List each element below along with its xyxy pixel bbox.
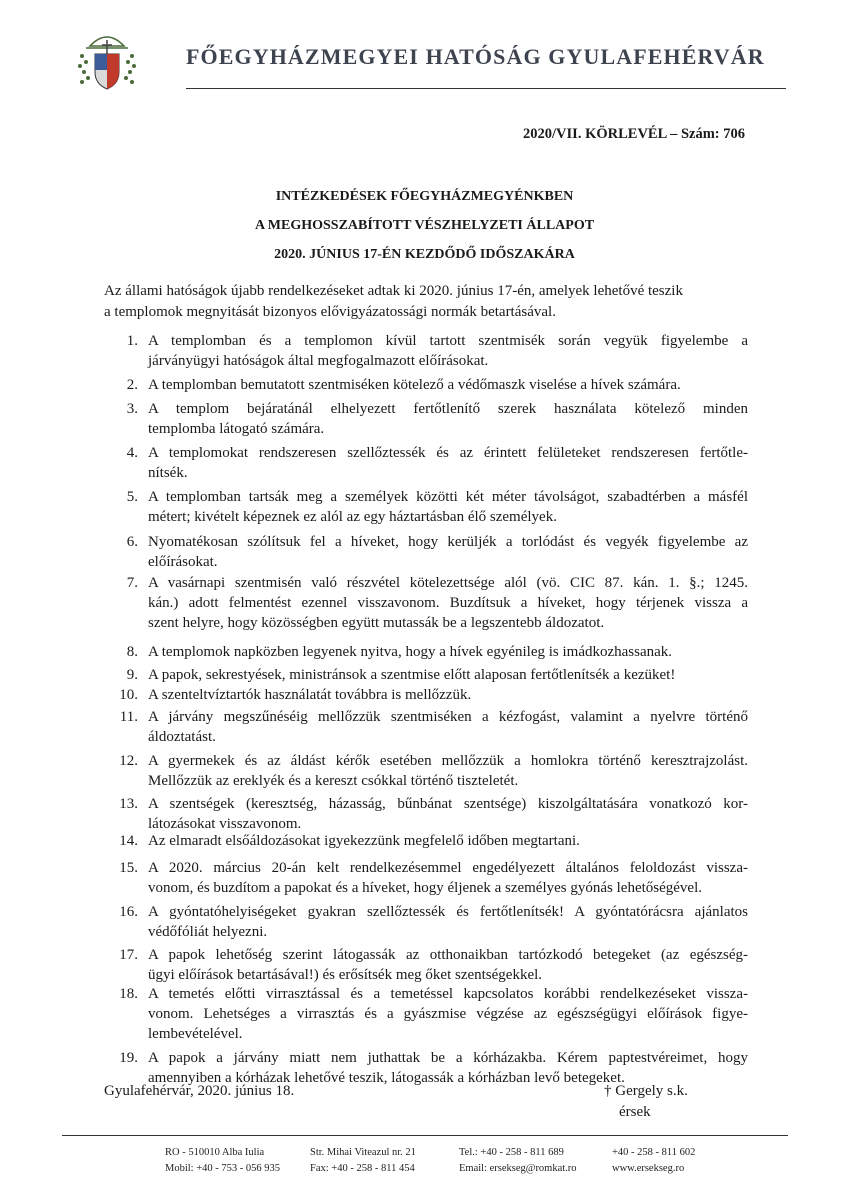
list-item-line: métert; kivételt képeznek ez alól az egy háztartásban élő személyek. [148,509,557,525]
list-item-number: 8. [126,644,138,660]
list-item-line: A 2020. március 20-án kelt rendelkezésemmel engedélyezett általános feloldozást vissza- [148,860,748,876]
footer-divider [62,1135,788,1136]
footer-website[interactable]: www.ersekseg.ro [612,1163,685,1174]
list-item-number: 9. [126,667,138,683]
list-item-line: védőfóliát helyezni. [148,924,268,940]
list-item-number: 12. [119,753,138,769]
list-item-line: járványügyi hatóságok által megfogalmazott előírásokat. [148,353,489,369]
footer-phone-2: +40 - 258 - 811 602 [612,1147,696,1158]
list-item-line: kán.) adott felmentést ezennel visszavonom. Buzdítsuk a híveket, hogy térjenek vissza a [148,595,748,611]
archdiocese-crest-icon [76,26,138,94]
list-item-line: A temetés előtti virrasztással és a temetéssel kapcsolatos korábbi rendelkezéseket vissza- [148,986,748,1002]
list-item-line: nítsék. [148,465,188,481]
list-item-number: 7. [126,575,138,591]
list-item-line: Mellőzzük az ereklyék és a kereszt csókkal történő tiszteletét. [148,773,519,789]
list-item-number: 17. [119,947,138,963]
list-item-number: 5. [126,489,138,505]
list-item-line: A papok a járvány miatt nem juthattak be a kórházakba. Kérem paptestvéreimet, hogy [148,1050,748,1066]
list-item-line: A templomban bemutatott szentmiséken kötelező a védőmaszk viselése a hívek számára. [148,377,681,393]
intro-line: a templomok megnyitását bizonyos elővigyázatossági normák betartásával. [104,304,556,320]
list-item-line: A templom bejáratánál elhelyezett fertőtlenítő szerek használata kötelező minden [148,401,748,417]
list-item-line: Nyomatékosan szólítsuk fel a híveket, hogy kerüljék a torlódást és vegyék figyelembe az [148,534,748,550]
list-item-text [148,831,748,851]
list-item-line: A papok, sekrestyések, ministránsok a szentmise előtt alaposan fertőtlenítsék a kezüket! [148,667,676,683]
footer-email[interactable]: Email: ersekseg@romkat.ro [459,1163,577,1174]
list-item-text [148,665,748,685]
title-line: A MEGHOSSZABÍTOTT VÉSZHELYZETI ÁLLAPOT [254,218,595,233]
list-item-line: lembevételével. [148,1026,243,1042]
organization-title: FŐEGYHÁZMEGYEI HATÓSÁG GYULAFEHÉRVÁR [186,44,765,69]
list-item-text [148,532,748,572]
footer-phone: Tel.: +40 - 258 - 811 689 [459,1147,564,1158]
list-item-line: amennyiben a kórházak lehetővé teszik, látogassák a kórházban levő betegeket. [148,1070,625,1086]
title-line: 2020. JÚNIUS 17-ÉN KEZDŐDŐ IDŐSZAKÁRA [274,247,575,262]
list-item-line: ügyi előírások betartásával!) és erősítsék meg őket szentségekkel. [148,967,543,983]
list-item-line: áldoztatást. [148,729,216,745]
list-item-number: 15. [119,860,138,876]
document-title [0,182,849,269]
list-item-text [148,375,748,395]
list-item-line: A templomok napközben legyenek nyitva, hogy a hívek egyénileg is imádkozhassanak. [148,644,673,660]
list-item-line: előírásokat. [148,554,218,570]
list-item-text [148,331,748,371]
title-line: INTÉZKEDÉSEK FŐEGYHÁZMEGYÉNKBEN [275,189,574,204]
list-item-text [148,685,748,705]
list-item-line: Az elmaradt elsőáldozásokat igyekezzünk megfelelő időben megtartani. [148,833,580,849]
list-item-line: A járvány megszűnéséig mellőzzük szentmiséken a kézfogást, valamint a nyelvre történő [148,709,748,725]
list-item-text [148,1048,748,1088]
list-item-number: 16. [119,904,138,920]
list-item-number: 3. [126,401,138,417]
list-item-line: szent helyre, hogy közösségben együtt mutassák be a legszentebb áldozatot. [148,615,605,631]
list-item-number: 19. [119,1050,138,1066]
footer-address: RO - 510010 Alba Iulia [165,1147,265,1158]
footer-contact [165,1145,725,1177]
list-item-line: vonom. Lehetséges a virrasztás és a gyászmise végzése az egészségügyi előírások figye- [148,1006,748,1022]
place-and-date: Gyulafehérvár, 2020. június 18. [104,1083,295,1099]
list-item-text [148,399,748,439]
list-item-line: A papok lehetőség szerint látogassák az otthonaikban tartózkodó betegeket (az egészség- [148,947,748,963]
footer-mobile: Mobil: +40 - 753 - 056 935 [165,1163,281,1174]
list-item-line: templomba látogató számára. [148,421,325,437]
list-item-line: A szenteltvíztartók használatát továbbra is mellőzzük. [148,687,472,703]
list-item-number: 14. [119,833,138,849]
intro-paragraph [104,281,747,323]
list-item-line: A templomban és a templomon kívül tartott szentmisék során vegyük figyelembe a [148,333,748,349]
list-item-line: vonom, és buzdítom a papokat és a híveket, hogy éljenek a személyes gyónás lehetőségével. [148,880,702,896]
list-item-text [148,487,748,527]
list-item-number: 10. [119,687,138,703]
list-item-text [148,707,748,747]
list-item-text [148,902,748,942]
signature-title: érsek [619,1104,651,1120]
list-item-text [148,945,748,985]
list-item-text [148,751,748,791]
footer-fax: Fax: +40 - 258 - 811 454 [310,1163,415,1174]
list-item-number: 11. [119,709,138,725]
list-item-line: A templomokat rendszeresen szellőztessék és az érintett felületeket rendszeresen fertőtle- [148,445,748,461]
list-item-text [148,573,748,633]
list-item-line: A gyermekek és az áldást kérők esetében mellőzzük a homlokra történő keresztrajzolást. [148,753,748,769]
list-item-number: 4. [126,445,138,461]
signature: † Gergely s.k. [604,1083,688,1099]
list-item-line: A templomban tartsák meg a személyek közötti két méter távolságot, szabadtérben a másfél [148,489,748,505]
list-item-text [148,443,748,483]
intro-line: Az állami hatóságok újabb rendelkezéseket adtak ki 2020. június 17-én, amelyek lehetővé teszik [104,283,683,299]
list-item-number: 13. [119,796,138,812]
list-item-number: 2. [126,377,138,393]
list-item-line: A szentségek (keresztség, házasság, bűnbánat szentsége) kiszolgáltatására vonatkozó kor- [148,796,748,812]
footer-street: Str. Mihai Viteazul nr. 21 [310,1147,416,1158]
list-item-number: 1. [126,333,138,349]
list-item-number: 6. [126,534,138,550]
circular-reference-number: 2020/VII. KÖRLEVÉL – Szám: 706 [523,126,745,142]
list-item-text [148,642,748,662]
list-item-text [148,794,748,834]
list-item-line: A vasárnapi szentmisén való részvétel kötelezettsége alól (vö. CIC 87. kán. 1. §.; 1245. [148,575,748,591]
list-item-text [148,984,748,1044]
header-divider [186,88,786,89]
list-item-line: látozásokat visszavonom. [148,816,302,832]
list-item-number: 18. [119,986,138,1002]
list-item-line: A gyóntatóhelyiségeket gyakran szellőztessék és fertőtlenítsék! A gyóntatórácsra ajánlatos [148,904,748,920]
list-item-text [148,858,748,898]
